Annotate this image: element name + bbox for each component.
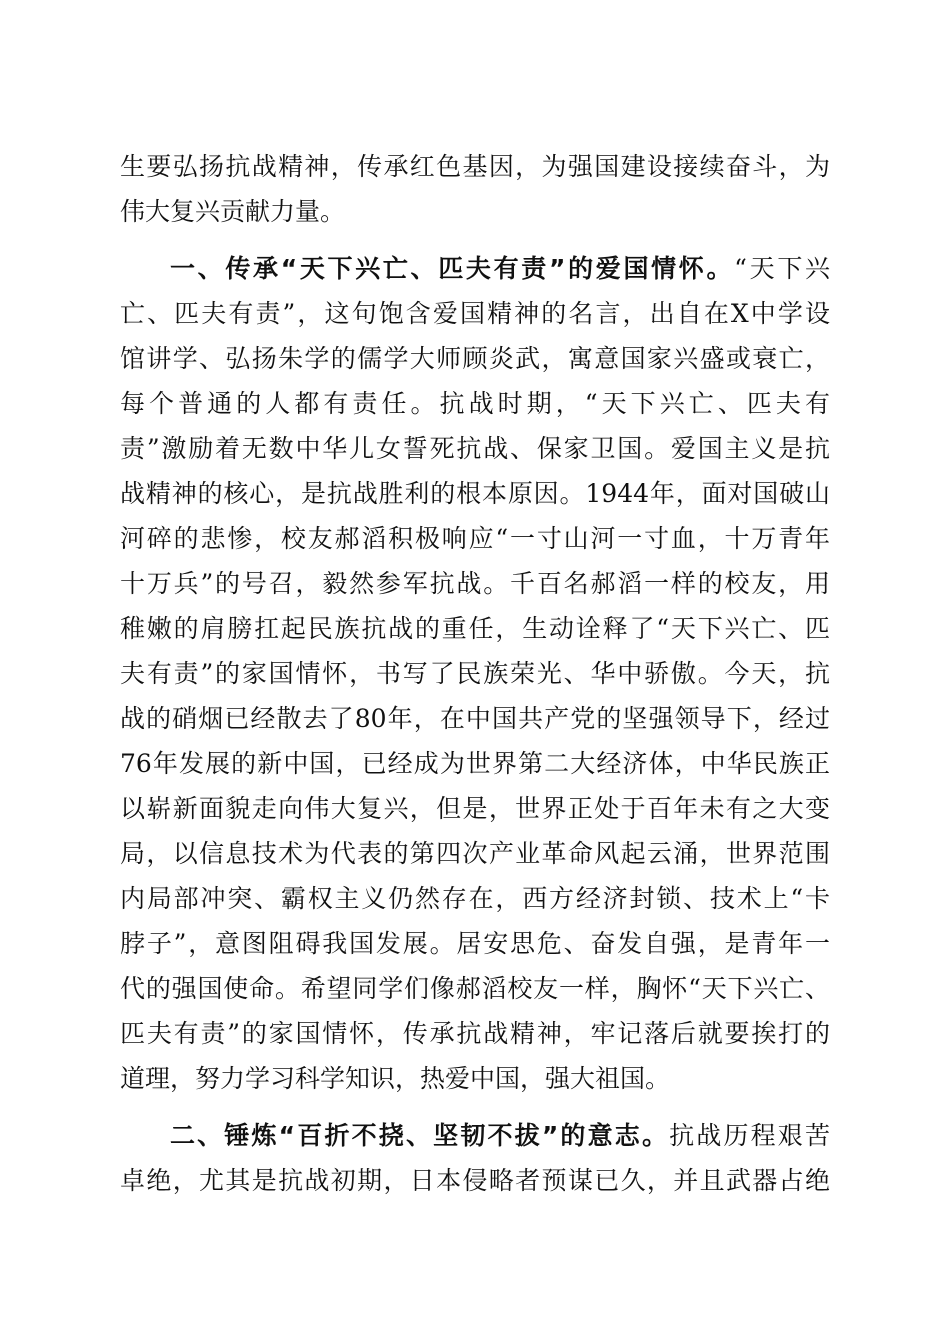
text-line: 稚嫩的肩膀扛起民族抗战的重任，生动诠释了“天下兴亡、匹 xyxy=(120,614,830,643)
text-line: 卓绝，尤其是抗战初期，日本侵略者预谋已久，并且武器占绝 xyxy=(120,1166,830,1195)
text-line: 局，以信息技术为代表的第四次产业革命风起云涌，世界范围 xyxy=(120,839,830,868)
text-line: 亡、匹夫有责”，这句饱含爱国精神的名言，出自在X中学设 xyxy=(120,299,830,328)
text-line xyxy=(120,1113,830,1158)
section-heading-one: 一、传承“天下兴亡、匹夫有责”的爱国情怀。 xyxy=(170,254,735,283)
paragraph-intro-continuation xyxy=(120,144,830,234)
text-run: “天下兴 xyxy=(734,254,830,283)
paragraph-section-two xyxy=(120,1113,830,1203)
text-line: 道理，努力学习科学知识，热爱中国，强大祖国。 xyxy=(120,1064,671,1093)
text-line: 馆讲学、弘扬朱学的儒学大师顾炎武，寓意国家兴盛或衰亡， xyxy=(120,344,830,373)
text-line: 河碎的悲惨，校友郝滔积极响应“一寸山河一寸血，十万青年 xyxy=(120,524,830,553)
text-line: 内局部冲突、霸权主义仍然存在，西方经济封锁、技术上“卡 xyxy=(120,884,830,913)
text-line: 脖子”，意图阻碍我国发展。居安思危、奋发自强，是青年一 xyxy=(120,929,830,958)
text-line: 责”激励着无数中华儿女誓死抗战、保家卫国。爱国主义是抗 xyxy=(120,434,830,463)
text-line: 以崭新面貌走向伟大复兴，但是，世界正处于百年未有之大变 xyxy=(120,794,830,823)
text-line: 战的硝烟已经散去了80年，在中国共产党的坚强领导下，经过 xyxy=(120,704,830,733)
text-line: 伟大复兴贡献力量。 xyxy=(120,197,346,226)
text-line: 76年发展的新中国，已经成为世界第二大经济体，中华民族正 xyxy=(120,749,830,778)
text-line: 生要弘扬抗战精神，传承红色基因，为强国建设接续奋斗，为 xyxy=(120,152,830,181)
text-line xyxy=(120,246,830,291)
text-line: 匹夫有责”的家国情怀，传承抗战精神，牢记落后就要挨打的 xyxy=(120,1019,830,1048)
text-line: 十万兵”的号召，毅然参军抗战。千百名郝滔一样的校友，用 xyxy=(120,569,830,598)
text-line: 夫有责”的家国情怀，书写了民族荣光、华中骄傲。今天，抗 xyxy=(120,659,830,688)
paragraph-section-one xyxy=(120,246,830,1101)
section-heading-two: 二、锤炼“百折不挠、坚韧不拔”的意志。 xyxy=(170,1121,670,1150)
text-line: 代的强国使命。希望同学们像郝滔校友一样，胸怀“天下兴亡、 xyxy=(120,974,830,1003)
text-run: 抗战历程艰苦 xyxy=(669,1121,830,1150)
document-page xyxy=(120,144,830,1203)
text-line: 战精神的核心，是抗战胜利的根本原因。1944年，面对国破山 xyxy=(120,479,830,508)
text-line: 每个普通的人都有责任。抗战时期，“天下兴亡、匹夫有 xyxy=(120,389,830,418)
